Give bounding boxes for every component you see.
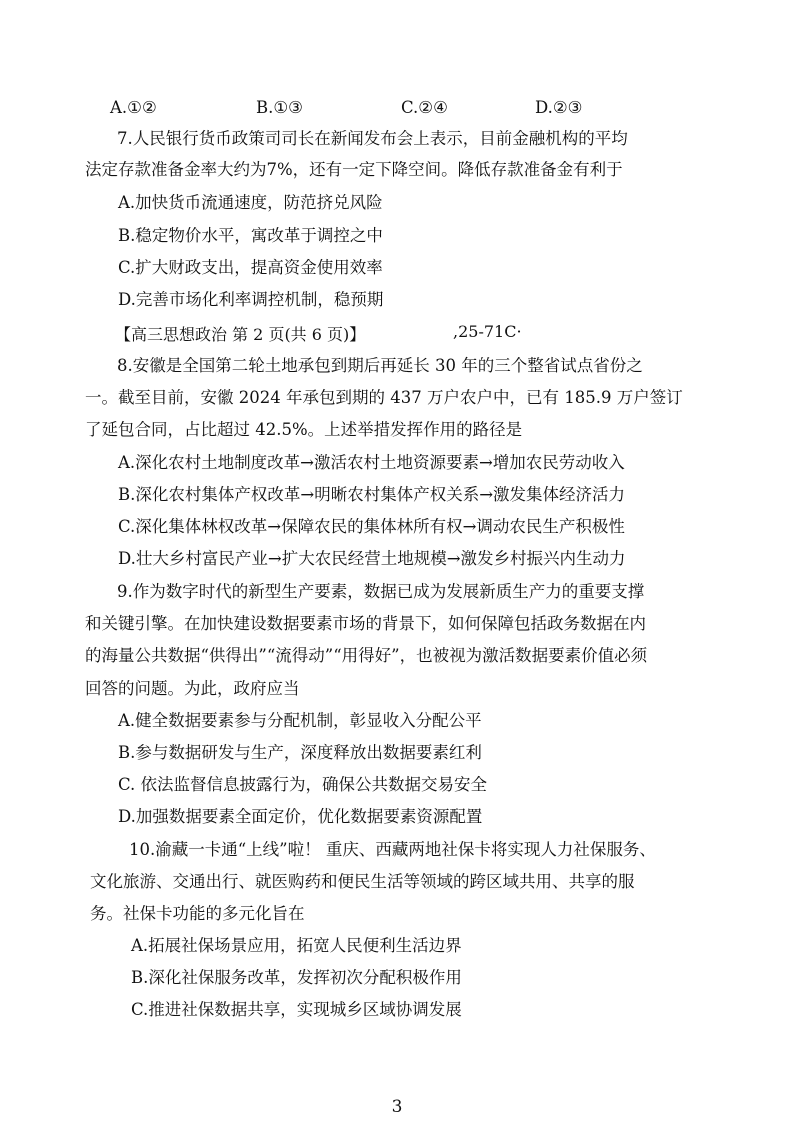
- q9-stem-line-3: 的海量公共数据“供得出”“流得动”“用得好”，也被视为激活数据要素价值必须: [85, 646, 648, 665]
- page-header-code: ,25-71C·: [453, 322, 522, 341]
- q8-option-b: B.深化农村集体产权改革→明晰农村集体产权关系→激发集体经济活力: [118, 485, 626, 504]
- q7-option-d: D.完善市场化利率调控机制，稳预期: [118, 290, 384, 309]
- q7-stem-line-1: 7.人民银行货币政策司司长在新闻发布会上表示，目前金融机构的平均: [117, 129, 628, 148]
- q6-option-d: D.②③: [535, 98, 583, 117]
- q9-stem-line-2: 和关键引擎。在加快建设数据要素市场的背景下，如何保障包括政务数据在内: [85, 614, 646, 633]
- q8-option-c: C.深化集体林权改革→保障农民的集体林所有权→调动农民生产积极性: [118, 517, 625, 536]
- q7-option-b: B.稳定物价水平，寓改革于调控之中: [118, 226, 383, 245]
- q9-option-b: B.参与数据研发与生产，深度释放出数据要素红利: [118, 743, 482, 762]
- page-number: 3: [391, 1097, 403, 1117]
- page-header-note: [115, 322, 522, 345]
- q7-option-a: A.加快货币流通速度，防范挤兑风险: [118, 193, 383, 212]
- q8-stem-line-2: 一。截至目前，安徽 2024 年承包到期的 437 万户农户中，已有 185.9 万户签订: [85, 388, 683, 407]
- q9-option-a: A.健全数据要素参与分配机制，彰显收入分配公平: [118, 711, 482, 730]
- q9-stem-line-1: 9.作为数字时代的新型生产要素，数据已成为发展新质生产力的重要支撑: [117, 582, 645, 601]
- q9-stem-line-4: 回答的问题。为此，政府应当: [85, 679, 300, 698]
- q9-option-d: D.加强数据要素全面定价，优化数据要素资源配置: [118, 807, 483, 826]
- q8-option-d: D.壮大乡村富民产业→扩大农民经营土地规模→激发乡村振兴内生动力: [118, 549, 626, 568]
- q10-option-c: C.推进社保数据共享，实现城乡区域协调发展: [131, 1000, 462, 1019]
- q7-option-c: C.扩大财政支出，提高资金使用效率: [118, 258, 383, 277]
- q9-option-c: C. 依法监督信息披露行为，确保公共数据交易安全: [118, 775, 488, 794]
- q10-stem-line-3: 务。社保卡功能的多元化旨在: [90, 904, 305, 923]
- page-header-label: 【高三思想政治 第 2 页(共 6 页)】: [115, 325, 366, 344]
- q10-option-a: A.拓展社保场景应用，拓宽人民便利生活边界: [131, 936, 462, 955]
- q10-stem-line-1: 10.渝藏一卡通“上线”啦！ 重庆、西藏两地社保卡将实现人力社保服务、: [129, 840, 656, 859]
- q6-option-a: A.①②: [110, 98, 157, 117]
- q6-option-b: B.①③: [256, 98, 303, 117]
- q10-option-b: B.深化社保服务改革，发挥初次分配积极作用: [131, 968, 462, 987]
- q8-stem-line-3: 了延包合同，占比超过 42.5%。上述举措发挥作用的路径是: [85, 420, 523, 439]
- q6-option-c: C.②④: [401, 98, 448, 117]
- q7-stem-line-2: 法定存款准备金率大约为7%，还有一定下降空间。降低存款准备金有利于: [85, 160, 623, 179]
- q8-stem-line-1: 8.安徽是全国第二轮土地承包到期后再延长 30 年的三个整省试点省份之: [117, 356, 643, 375]
- q10-stem-line-2: 文化旅游、交通出行、就医购药和便民生活等领域的跨区域共用、共享的服: [90, 872, 635, 891]
- q8-option-a: A.深化农村土地制度改革→激活农村土地资源要素→增加农民劳动收入: [118, 453, 625, 472]
